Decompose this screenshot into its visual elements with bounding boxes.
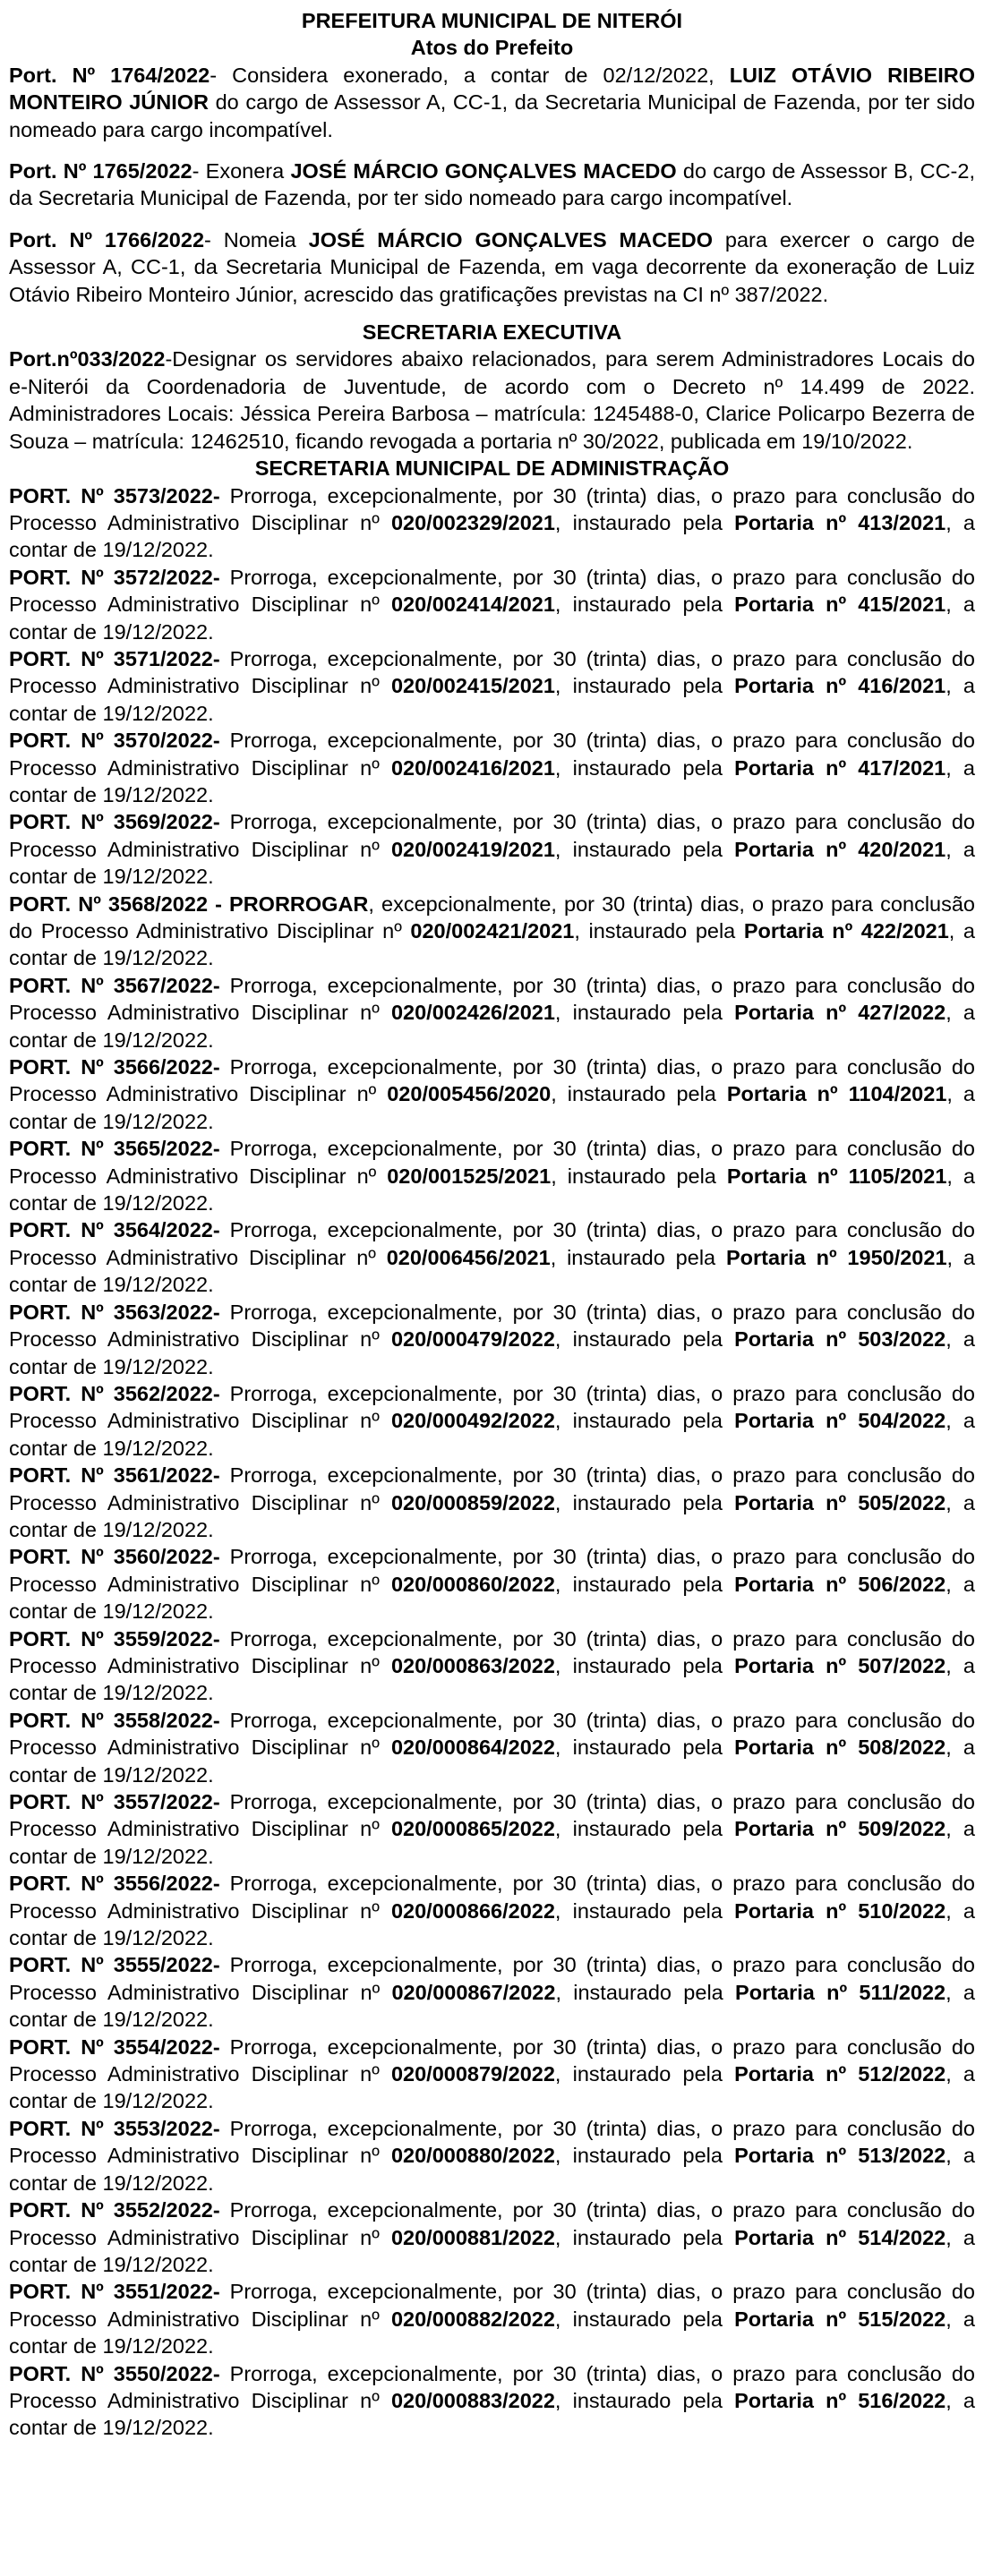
portaria-ref: Portaria nº 1950/2021	[725, 1245, 947, 1269]
portaria-ref: Portaria nº 516/2022	[734, 2388, 946, 2412]
portaria-ref: Portaria nº 1105/2021	[726, 1164, 947, 1188]
act-text: Prorroga, excepcionalmente, por 30 (trinta) dias, o prazo para conclusão do Processo Administrativo Disciplinar nº	[9, 2280, 976, 2331]
act-text: Prorroga, excepcionalmente, por 30 (trinta) dias, o prazo para conclusão do Processo Administrativo Disciplinar nº	[9, 1872, 976, 1923]
list-item	[9, 1707, 975, 1788]
act-number: PORT. Nº 3564/2022-	[9, 1218, 220, 1242]
act-text: Prorroga, excepcionalmente, por 30 (trinta) dias, o prazo para conclusão do Processo Administrativo Disciplinar nº	[9, 565, 976, 617]
act-text: , instaurado pela	[554, 755, 735, 780]
act-text: Prorroga, excepcionalmente, por 30 (trinta) dias, o prazo para conclusão do Processo Administrativo Disciplinar nº	[9, 483, 976, 534]
act-text: , instaurado pela	[554, 1653, 735, 1677]
list-item	[9, 891, 975, 972]
act-text: , a contar de 19/12/2022.	[9, 1001, 975, 1052]
act-text: Prorroga, excepcionalmente, por 30 (trinta) dias, o prazo para conclusão do Processo Administrativo Disciplinar nº	[9, 2198, 976, 2249]
portaria-ref: Portaria nº 514/2022	[734, 2225, 946, 2249]
list-item	[9, 2360, 975, 2442]
act-text: , a contar de 19/12/2022.	[9, 510, 975, 562]
act-text: Prorroga, excepcionalmente, por 30 (trinta) dias, o prazo para conclusão do Processo Administrativo Disciplinar nº	[9, 1381, 976, 1433]
list-item	[9, 1135, 975, 1216]
act-number: PORT. Nº 3553/2022-	[9, 2116, 220, 2140]
list-item	[9, 1625, 975, 1707]
act-text: Prorroga, excepcionalmente, por 30 (trinta) dias, o prazo para conclusão do Processo Administrativo Disciplinar nº	[9, 2116, 976, 2168]
act-text: Prorroga, excepcionalmente, por 30 (trinta) dias, o prazo para conclusão do Processo Administrativo Disciplinar nº	[9, 1463, 976, 1514]
act-text: , instaurado pela	[554, 674, 735, 698]
process-number: 020/005456/2020	[387, 1082, 552, 1106]
act-text: , instaurado pela	[554, 510, 735, 534]
portaria-ref: Portaria nº 427/2022	[734, 1001, 946, 1025]
act-paragraph: Port. Nº 1764/2022- Considera exonerado, a contar de 02/12/2022, LUIZ OTÁVIO RIBEIRO MONTEIRO JÚNIOR do cargo de Assessor A, CC-1, da Secretaria Municipal de Fazenda, por ter sido nomeado para cargo incompatível.	[9, 63, 975, 141]
portaria-ref: Portaria nº 515/2022	[734, 2307, 946, 2331]
list-item	[9, 564, 975, 645]
section-heading-administracao: SECRETARIA MUNICIPAL DE ADMINISTRAÇÃO	[254, 456, 730, 481]
act-text: , a contar de 19/12/2022.	[9, 2307, 975, 2358]
act-number: PORT. Nº 3566/2022-	[9, 1055, 220, 1079]
list-item	[9, 2034, 975, 2115]
process-number: 020/000863/2022	[390, 1653, 555, 1677]
act-text: Prorroga, excepcionalmente, por 30 (trinta) dias, o prazo para conclusão do Processo Administrativo Disciplinar nº	[9, 1137, 976, 1188]
act-number: PORT. Nº 3556/2022-	[9, 1872, 220, 1896]
act-text: Prorroga, excepcionalmente, por 30 (trinta) dias, o prazo para conclusão do Processo Administrativo Disciplinar nº	[9, 1790, 976, 1841]
act-text: Prorroga, excepcionalmente, por 30 (trinta) dias, o prazo para conclusão do Processo Administrativo Disciplinar nº	[9, 1055, 976, 1106]
act-number: PORT. Nº 3559/2022-	[9, 1626, 220, 1651]
act-text: , instaurado pela	[554, 1327, 735, 1352]
person-name: JOSÉ MÁRCIO GONÇALVES MACEDO	[308, 227, 713, 252]
person-name: LUIZ OTÁVIO RIBEIRO MONTEIRO JÚNIOR	[9, 63, 975, 115]
act-number: PORT. Nº 3554/2022-	[9, 2034, 220, 2059]
person-name: JOSÉ MÁRCIO GONÇALVES MACEDO	[290, 159, 677, 183]
act-text: Prorroga, excepcionalmente, por 30 (trinta) dias, o prazo para conclusão do Processo Administrativo Disciplinar nº	[9, 729, 976, 780]
act-text: , a contar de 19/12/2022.	[9, 1653, 975, 1705]
act-text: , a contar de 19/12/2022.	[9, 2388, 975, 2440]
act-text: Prorroga, excepcionalmente, por 30 (trinta) dias, o prazo para conclusão do Processo Administrativo Disciplinar nº	[9, 2034, 976, 2086]
act-number: PORT. Nº 3557/2022-	[9, 1790, 220, 1813]
act-text: Prorroga, excepcionalmente, por 30 (trinta) dias, o prazo para conclusão do Processo Administrativo Disciplinar nº	[9, 646, 976, 698]
act-paragraph: Port. Nº 1766/2022- Nomeia JOSÉ MÁRCIO GONÇALVES MACEDO para exercer o cargo de Assessor A, CC-1, da Secretaria Municipal de Fazenda, em vaga decorrente da exoneração de Luiz Otávio Ribeiro Monteiro Júnior, acrescido das gratificações previstas na CI nº 387/2022.	[9, 227, 975, 306]
act-number: PORT. Nº 3550/2022-	[9, 2361, 220, 2385]
act-text: , instaurado pela	[554, 2062, 735, 2086]
list-item	[9, 1053, 975, 1135]
act-text: , instaurado pela	[555, 1980, 736, 2004]
act-number: Port.nº033/2022	[9, 347, 166, 371]
process-number: 020/000859/2022	[390, 1490, 555, 1514]
act-text: , a contar de 19/12/2022.	[9, 755, 975, 806]
portaria-ref: Portaria nº 1104/2021	[726, 1082, 947, 1106]
list-item	[9, 1462, 975, 1543]
act-number: Port. Nº 1764/2022	[9, 63, 210, 87]
act-text: , a contar de 19/12/2022.	[9, 1245, 975, 1297]
act-text: , a contar de 19/12/2022.	[9, 1490, 975, 1541]
act-text: Prorroga, excepcionalmente, por 30 (trinta) dias, o prazo para conclusão do Processo Administrativo Disciplinar nº	[9, 1708, 976, 1760]
process-number: 020/000492/2022	[390, 1409, 555, 1433]
act-text: , a contar de 19/12/2022.	[9, 674, 975, 725]
act-number: PORT. Nº 3555/2022-	[9, 1953, 220, 1977]
list-item	[9, 1299, 975, 1380]
act-number: Port. Nº 1766/2022	[9, 227, 205, 252]
process-number: 020/006456/2021	[386, 1245, 551, 1269]
process-number: 020/001525/2021	[387, 1164, 552, 1188]
list-item	[9, 1951, 975, 2033]
portaria-ref: Portaria nº 420/2021	[734, 837, 946, 861]
portaria-ref: Portaria nº 505/2022	[734, 1490, 946, 1514]
process-number: 020/000883/2022	[390, 2388, 555, 2412]
act-text: , a contar de 19/12/2022.	[9, 1082, 975, 1133]
act-text: , instaurado pela	[554, 1001, 735, 1025]
portaria-ref: Portaria nº 422/2021	[743, 919, 949, 943]
act-text: , a contar de 19/12/2022.	[9, 919, 975, 970]
act-text: , instaurado pela	[554, 1490, 735, 1514]
act-text: , instaurado pela	[554, 1817, 735, 1841]
act-number: PORT. Nº 3551/2022-	[9, 2280, 220, 2304]
act-text: , a contar de 19/12/2022.	[9, 2225, 975, 2276]
act-number: PORT. Nº 3567/2022-	[9, 973, 220, 997]
list-item	[9, 808, 975, 890]
act-number: PORT. Nº 3571/2022-	[9, 646, 220, 670]
act-text: , a contar de 19/12/2022.	[9, 837, 975, 889]
act-text: Prorroga, excepcionalmente, por 30 (trinta) dias, o prazo para conclusão do Processo Administrativo Disciplinar nº	[9, 810, 976, 861]
process-number: 020/000867/2022	[391, 1980, 556, 2004]
portaria-ref: Portaria nº 513/2022	[734, 2144, 946, 2168]
process-number: 020/000860/2022	[390, 1572, 555, 1596]
act-text: , a contar de 19/12/2022.	[9, 1898, 975, 1950]
act-number: PORT. Nº 3562/2022-	[9, 1381, 220, 1405]
act-text: , instaurado pela	[551, 1164, 727, 1188]
process-number: 020/002329/2021	[390, 510, 555, 534]
process-number: 020/000880/2022	[390, 2144, 555, 2168]
portaria-ref: Portaria nº 509/2022	[734, 1817, 946, 1841]
act-number: PORT. Nº 3552/2022-	[9, 2198, 220, 2222]
act-text: Prorroga, excepcionalmente, por 30 (trinta) dias, o prazo para conclusão do Processo Administrativo Disciplinar nº	[9, 2361, 976, 2412]
act-text: , a contar de 19/12/2022.	[9, 2062, 975, 2113]
act-number: PORT. Nº 3570/2022-	[9, 729, 220, 753]
list-item	[9, 645, 975, 727]
act-text: , instaurado pela	[554, 1736, 735, 1760]
act-text: , instaurado pela	[550, 1245, 726, 1269]
act-text: , a contar de 19/12/2022.	[9, 1817, 975, 1868]
act-text: Prorroga, excepcionalmente, por 30 (trinta) dias, o prazo para conclusão do Processo Administrativo Disciplinar nº	[9, 973, 976, 1025]
act-text: Prorroga, excepcionalmente, por 30 (trinta) dias, o prazo para conclusão do Processo Administrativo Disciplinar nº	[9, 1300, 976, 1352]
act-text: , instaurado pela	[554, 2307, 735, 2331]
list-item	[9, 1870, 975, 1951]
list-item	[9, 1216, 975, 1298]
process-number: 020/000864/2022	[390, 1736, 555, 1760]
process-number: 020/000881/2022	[390, 2225, 555, 2249]
act-text: , excepcionalmente, por 30 (trinta) dias, o prazo para conclusão do Processo Administrativo Disciplinar nº	[9, 891, 975, 943]
process-number: 020/002421/2021	[410, 919, 575, 943]
process-number: 020/002426/2021	[390, 1001, 555, 1025]
list-item	[9, 2115, 975, 2196]
process-number: 020/002415/2021	[390, 674, 555, 698]
page-subtitle: Atos do Prefeito	[410, 36, 574, 60]
list-item	[9, 972, 975, 1053]
list-item	[9, 1380, 975, 1462]
portaria-ref: Portaria nº 413/2021	[734, 510, 946, 534]
list-item	[9, 1788, 975, 1870]
section-heading-executiva: SECRETARIA EXECUTIVA	[362, 320, 622, 345]
list-item	[9, 2196, 975, 2278]
act-number: PORT. Nº 3563/2022-	[9, 1300, 220, 1324]
act-number: PORT. Nº 3568/2022 - PRORROGAR	[9, 891, 369, 916]
portaria-ref: Portaria nº 416/2021	[734, 674, 946, 698]
act-text: , a contar de 19/12/2022.	[9, 1327, 975, 1378]
act-number: PORT. Nº 3565/2022-	[9, 1137, 220, 1161]
act-number: PORT. Nº 3561/2022-	[9, 1463, 220, 1488]
list-item	[9, 1543, 975, 1625]
act-number: PORT. Nº 3560/2022-	[9, 1545, 220, 1569]
act-text: , a contar de 19/12/2022.	[9, 2144, 975, 2195]
portaria-ref: Portaria nº 507/2022	[734, 1653, 946, 1677]
act-text: , a contar de 19/12/2022.	[9, 593, 975, 644]
list-item	[9, 727, 975, 808]
act-text: , a contar de 19/12/2022.	[9, 1572, 975, 1624]
process-number: 020/000879/2022	[390, 2062, 555, 2086]
act-text: , a contar de 19/12/2022.	[9, 1736, 975, 1787]
act-text: , instaurado pela	[554, 2225, 735, 2249]
act-text: Prorroga, excepcionalmente, por 30 (trinta) dias, o prazo para conclusão do Processo Administrativo Disciplinar nº	[9, 1545, 976, 1596]
portaria-ref: Portaria nº 510/2022	[734, 1898, 946, 1923]
act-paragraph: Port. Nº 1765/2022- Exonera JOSÉ MÁRCIO GONÇALVES MACEDO do cargo de Assessor B, CC-2, da Secretaria Municipal de Fazenda, por ter sido nomeado para cargo incompatível.	[9, 159, 975, 210]
process-number: 020/000882/2022	[390, 2307, 555, 2331]
act-number: PORT. Nº 3573/2022-	[9, 483, 220, 508]
act-text: Prorroga, excepcionalmente, por 30 (trinta) dias, o prazo para conclusão do Processo Administrativo Disciplinar nº	[9, 1218, 976, 1269]
process-number: 020/002419/2021	[390, 837, 555, 861]
process-number: 020/002416/2021	[390, 755, 555, 780]
list-item	[9, 2278, 975, 2359]
act-text: , a contar de 19/12/2022.	[9, 1164, 975, 1215]
act-text: , a contar de 19/12/2022.	[9, 1409, 975, 1460]
portaria-ref: Portaria nº 503/2022	[734, 1327, 946, 1352]
act-text: , instaurado pela	[554, 1898, 735, 1923]
act-number: PORT. Nº 3572/2022-	[9, 565, 220, 589]
act-text: , instaurado pela	[554, 2144, 735, 2168]
administracao-list	[9, 482, 975, 2442]
page-title: PREFEITURA MUNICIPAL DE NITERÓI	[301, 9, 683, 32]
portaria-ref: Portaria nº 511/2022	[735, 1980, 946, 2004]
act-text: , instaurado pela	[554, 1572, 735, 1596]
act-number: PORT. Nº 3569/2022-	[9, 810, 220, 834]
act-text: Prorroga, excepcionalmente, por 30 (trinta) dias, o prazo para conclusão do Processo Administrativo Disciplinar nº	[9, 1626, 976, 1677]
act-number: PORT. Nº 3558/2022-	[9, 1708, 220, 1732]
act-text: , instaurado pela	[554, 837, 735, 861]
act-text: , instaurado pela	[554, 1409, 735, 1433]
list-item	[9, 482, 975, 564]
process-number: 020/000865/2022	[390, 1817, 555, 1841]
act-text: , instaurado pela	[574, 919, 744, 943]
act-paragraph: Port.nº033/2022-Designar os servidores abaixo relacionados, para serem Administradores Locais do e-Niterói da Coordenadoria de Juventude, de acordo com o Decreto nº 14.499 de 2022. Administradores Locais: Jéssica Pereira Barbosa – matrícula: 1245488-0, Clarice Policarpo Bezerra de Souza – matrícula: 12462510, ficando revogada a portaria nº 30/2022, publicada em 19/10/2022.	[9, 347, 975, 453]
act-text: , instaurado pela	[554, 2388, 735, 2412]
process-number: 020/000866/2022	[390, 1898, 555, 1923]
act-text: , instaurado pela	[554, 593, 735, 617]
act-text: , a contar de 19/12/2022.	[9, 1980, 975, 2032]
act-text: , instaurado pela	[551, 1082, 727, 1106]
portaria-ref: Portaria nº 504/2022	[734, 1409, 946, 1433]
portaria-ref: Portaria nº 506/2022	[734, 1572, 946, 1596]
portaria-ref: Portaria nº 508/2022	[734, 1736, 946, 1760]
portaria-ref: Portaria nº 415/2021	[734, 593, 946, 617]
act-number: Port. Nº 1765/2022	[9, 159, 193, 183]
process-number: 020/000479/2022	[390, 1327, 555, 1352]
act-text: Prorroga, excepcionalmente, por 30 (trinta) dias, o prazo para conclusão do Processo Administrativo Disciplinar nº	[9, 1953, 976, 2004]
portaria-ref: Portaria nº 417/2021	[734, 755, 946, 780]
portaria-ref: Portaria nº 512/2022	[734, 2062, 946, 2086]
process-number: 020/002414/2021	[390, 593, 555, 617]
